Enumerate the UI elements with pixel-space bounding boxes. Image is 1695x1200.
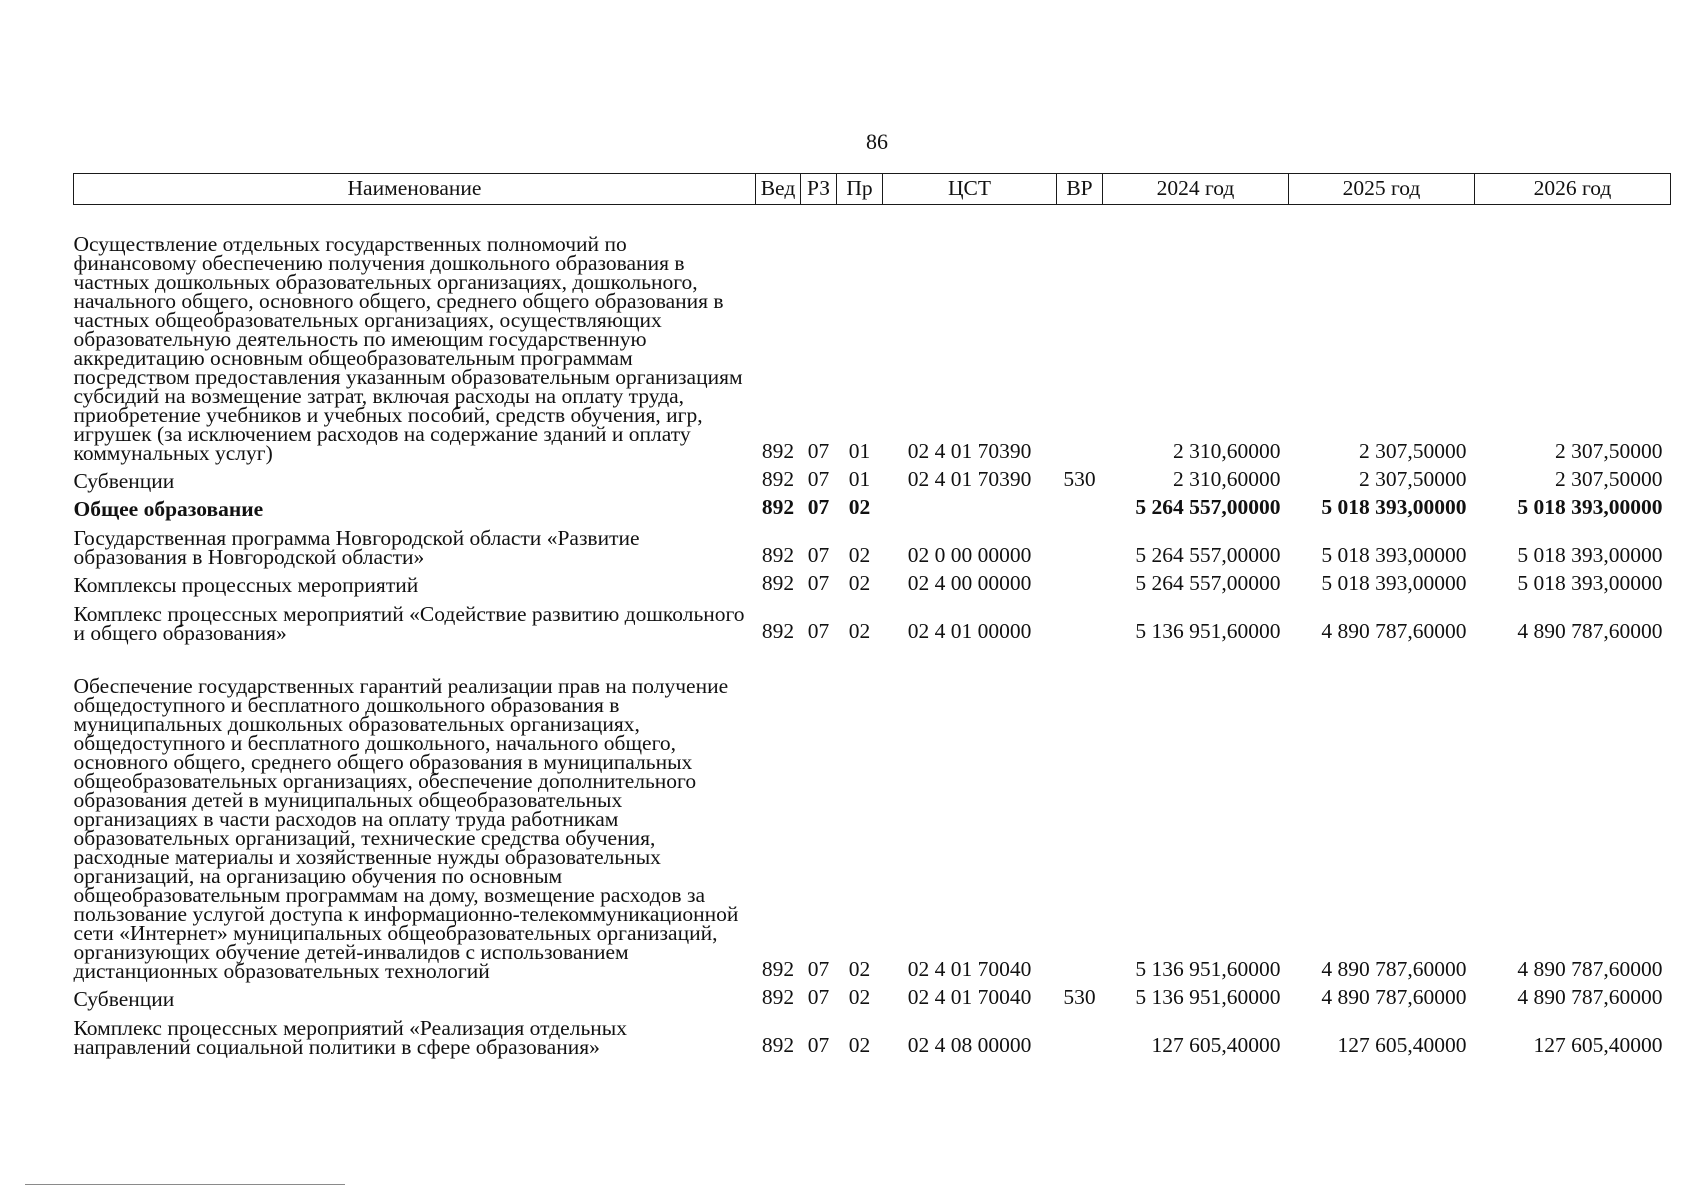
row-name: Комплекс процессных мероприятий «Реализация отдельных направлений социальной политики в сфере образования» — [73, 1015, 627, 1059]
page-number: 86 — [866, 129, 888, 154]
table-row — [74, 567, 1671, 595]
row-2026: 2 307,50000 — [1555, 439, 1663, 463]
budget-table — [73, 173, 1671, 1057]
row-2024: 5 136 951,60000 — [1135, 619, 1281, 643]
row-2025: 4 890 787,60000 — [1321, 619, 1467, 643]
row-ved: 892 — [761, 619, 795, 643]
row-vr — [1057, 1009, 1103, 1057]
row-2026: 5 018 393,00000 — [1517, 571, 1663, 595]
row-2025: 127 605,40000 — [1337, 1033, 1467, 1057]
row-cst: 02 4 01 70040 — [907, 957, 1032, 981]
row-cst: 02 4 08 00000 — [907, 1033, 1032, 1057]
row-name: Субвенции — [73, 468, 175, 493]
row-ved: 892 — [761, 571, 795, 595]
row-2024: 2 310,60000 — [1173, 467, 1281, 491]
row-2024: 5 264 557,00000 — [1135, 543, 1281, 567]
header-2024: 2024 год — [1103, 174, 1289, 205]
row-pr: 02 — [848, 619, 871, 643]
row-2025: 5 018 393,00000 — [1321, 495, 1467, 519]
row-2025: 2 307,50000 — [1359, 439, 1467, 463]
header-rz: РЗ — [801, 174, 837, 205]
table-row — [74, 519, 1671, 567]
row-ved: 892 — [761, 495, 795, 519]
row-rz: 07 — [807, 439, 830, 463]
row-cst: 02 4 01 70040 — [907, 985, 1032, 1009]
row-2024: 5 136 951,60000 — [1135, 957, 1281, 981]
row-pr: 02 — [848, 571, 871, 595]
table-row — [74, 981, 1671, 1009]
row-2026: 127 605,40000 — [1533, 1033, 1663, 1057]
row-2026: 2 307,50000 — [1555, 467, 1663, 491]
row-2024: 5 136 951,60000 — [1135, 985, 1281, 1009]
row-ved: 892 — [761, 439, 795, 463]
row-2024: 2 310,60000 — [1173, 439, 1281, 463]
row-ved: 892 — [761, 957, 795, 981]
header-ved: Вед — [756, 174, 801, 205]
row-vr — [1057, 519, 1103, 567]
row-pr: 01 — [848, 467, 871, 491]
row-vr — [1057, 643, 1103, 981]
header-2025: 2025 год — [1289, 174, 1475, 205]
row-name: Государственная программа Новгородской области «Развитие образования в Новгородской области» — [73, 525, 640, 569]
row-pr: 02 — [848, 985, 871, 1009]
header-cst: ЦСТ — [883, 174, 1057, 205]
row-vr — [1057, 491, 1103, 519]
row-vr — [1057, 205, 1103, 463]
row-2024: 5 264 557,00000 — [1135, 495, 1281, 519]
row-rz: 07 — [807, 1033, 830, 1057]
header-vr: ВР — [1057, 174, 1103, 205]
row-vr — [1057, 595, 1103, 643]
row-cst: 02 4 01 70390 — [907, 467, 1032, 491]
row-rz: 07 — [807, 495, 830, 519]
row-2025: 2 307,50000 — [1359, 467, 1467, 491]
row-name: Осуществление отдельных государственных полномочий по финансовому обеспечению получения дошкольного образования в частных дошкольных образовательных организациях, дошкольного, начального общего, основного общего, среднего общего образования в частных общеобразовательных организациях, осуществляющих образовательную деятельность по имеющим государственную аккредитацию основным общеобразовательным программам посредством предоставления указанным образовательным организациям субсидий на возмещение затрат, включая расходы на оплату труда, приобретение учебников и учебных пособий, средств обучения, игр, игрушек (за исключением расходов на содержание зданий и оплату коммунальных услуг) — [73, 231, 743, 465]
row-ved: 892 — [761, 467, 795, 491]
row-cst: 02 4 01 70390 — [907, 439, 1032, 463]
row-cst: 02 0 00 00000 — [907, 543, 1032, 567]
row-pr: 02 — [848, 1033, 871, 1057]
row-name: Комплекс процессных мероприятий «Содействие развитию дошкольного и общего образования» — [73, 601, 745, 645]
row-name: Субвенции — [73, 986, 175, 1011]
row-2024: 5 264 557,00000 — [1135, 571, 1281, 595]
row-rz: 07 — [807, 543, 830, 567]
row-ved: 892 — [761, 543, 795, 567]
row-pr: 02 — [848, 957, 871, 981]
row-2026: 4 890 787,60000 — [1517, 619, 1663, 643]
row-2025: 4 890 787,60000 — [1321, 957, 1467, 981]
table-header-row — [74, 174, 1671, 205]
row-rz: 07 — [807, 957, 830, 981]
row-2026: 4 890 787,60000 — [1517, 957, 1663, 981]
row-name: Обеспечение государственных гарантий реализации прав на получение общедоступного и бесплатного дошкольного образования в муниципальных дошкольных образовательных организациях, общедоступного и бесплатного дошкольного, начального общего, основного общего, среднего общего образования в муниципальных общеобразовательных организациях, обеспечение дополнительного образования детей в муниципальных общеобразовательных организациях в части расходов на оплату труда работникам образовательных организаций, технические средства обучения, расходные материалы и хозяйственные нужды образовательных организаций, на организацию обучения по основным общеобразовательным программам на дому, возмещение расходов за пользование услугой доступа к информационно-телекоммуникационной сети «Интернет» муниципальных общеобразовательных организаций, организующих обучение детей-инвалидов с использованием дистанционных образовательных технологий — [73, 673, 739, 983]
row-2025: 5 018 393,00000 — [1321, 571, 1467, 595]
row-rz: 07 — [807, 571, 830, 595]
row-pr: 02 — [848, 495, 871, 519]
row-pr: 01 — [848, 439, 871, 463]
row-ved: 892 — [761, 985, 795, 1009]
row-vr: 530 — [1063, 985, 1096, 1009]
table-row — [74, 205, 1671, 463]
row-vr — [1057, 567, 1103, 595]
row-2026: 5 018 393,00000 — [1517, 543, 1663, 567]
table-row — [74, 595, 1671, 643]
row-pr: 02 — [848, 543, 871, 567]
table-row — [74, 643, 1671, 981]
header-2026: 2026 год — [1475, 174, 1671, 205]
table-row — [74, 463, 1671, 491]
row-rz: 07 — [807, 985, 830, 1009]
row-rz: 07 — [807, 619, 830, 643]
row-2026: 5 018 393,00000 — [1517, 495, 1663, 519]
header-pr: Пр — [837, 174, 883, 205]
row-2025: 5 018 393,00000 — [1321, 543, 1467, 567]
row-cst — [883, 491, 1057, 519]
header-name: Наименование — [74, 174, 756, 205]
row-name: Общее образование — [73, 496, 264, 521]
row-2026: 4 890 787,60000 — [1517, 985, 1663, 1009]
scan-artifact-line — [25, 1184, 345, 1185]
row-2024: 127 605,40000 — [1151, 1033, 1281, 1057]
row-cst: 02 4 00 00000 — [907, 571, 1032, 595]
row-rz: 07 — [807, 467, 830, 491]
table-row — [74, 491, 1671, 519]
row-2025: 4 890 787,60000 — [1321, 985, 1467, 1009]
table-row — [74, 1009, 1671, 1057]
row-vr: 530 — [1063, 467, 1096, 491]
row-cst: 02 4 01 00000 — [907, 619, 1032, 643]
row-ved: 892 — [761, 1033, 795, 1057]
row-name: Комплексы процессных мероприятий — [73, 572, 419, 597]
